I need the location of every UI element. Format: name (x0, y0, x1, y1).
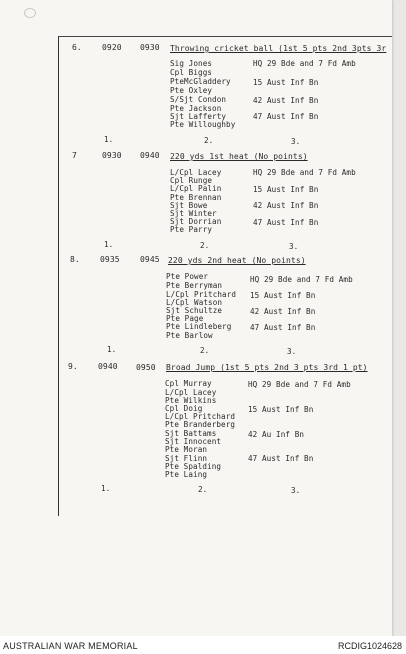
competitor-name: Cpl Murray (165, 379, 212, 388)
place-label: 2. (200, 241, 210, 250)
competitor-name: Pte Brennan (170, 193, 222, 202)
place-label: 1. (107, 345, 117, 354)
place-label: 3. (287, 347, 297, 356)
competitor-name: Pte Moran (165, 445, 208, 454)
place-label: 2. (204, 136, 214, 145)
competitor-name: Sjt Dorrian (170, 217, 222, 226)
competitor-name: Sjt Lafferty (170, 112, 227, 121)
archive-reference: RCDIG1024628 (337, 641, 402, 651)
event-title: Throwing cricket ball (1st 5 pts 2nd 3pts 3r (170, 44, 387, 53)
competitor-name: Cpl Runge (170, 176, 213, 185)
competitor-name: L/Cpl Watson (166, 298, 223, 307)
event-number: 8. (70, 255, 80, 264)
unit-name: 47 Aust Inf Bn (248, 454, 314, 463)
unit-name: 47 Aust Inf Bn (253, 112, 319, 121)
event-end-time: 0950 (136, 363, 156, 372)
archive-name: AUSTRALIAN WAR MEMORIAL (3, 641, 138, 651)
archive-footer (0, 636, 406, 654)
event-number: 7 (72, 151, 77, 160)
competitor-name: Sjt Winter (170, 209, 217, 218)
competitor-name: S/Sjt Condon (170, 95, 227, 104)
competitor-name: Pte Jackson (170, 104, 222, 113)
place-label: 3. (289, 242, 299, 251)
event-end-time: 0945 (140, 255, 160, 264)
unit-name: 15 Aust Inf Bn (250, 291, 316, 300)
unit-name: 15 Aust Inf Bn (253, 78, 319, 87)
competitor-name: L/Cpl Lacey (170, 168, 222, 177)
unit-name: HQ 29 Bde and 7 Fd Amb (250, 275, 353, 284)
unit-name: 15 Aust Inf Bn (248, 405, 314, 414)
event-number: 6. (72, 43, 82, 52)
event-start-time: 0935 (100, 255, 120, 264)
competitor-name: Pte Lindleberg (166, 322, 232, 331)
competitor-name: L/Cpl Lacey (165, 388, 217, 397)
place-label: 1. (104, 240, 114, 249)
unit-name: 42 Au Inf Bn (248, 430, 305, 439)
competitor-name: PteMcGladdery (170, 77, 231, 86)
competitor-name: Pte Parry (170, 225, 213, 234)
competitor-name: L/Cpl Pritchard (166, 290, 237, 299)
competitor-name: Pte Spalding (165, 462, 222, 471)
place-label: 3. (291, 137, 301, 146)
competitor-name: Sig Jones (170, 59, 213, 68)
top-rule (58, 36, 392, 37)
unit-name: 47 Aust Inf Bn (253, 218, 319, 227)
unit-name: HQ 29 Bde and 7 Fd Amb (248, 380, 351, 389)
competitor-name: Sjt Battams (165, 429, 217, 438)
place-label: 1. (101, 484, 111, 493)
place-label: 2. (198, 485, 208, 494)
competitor-name: Sjt Bowe (170, 201, 208, 210)
competitor-name: L/Cpl Pritchard (165, 412, 236, 421)
place-label: 1. (104, 135, 114, 144)
competitor-name: Sjt Schultze (166, 306, 223, 315)
unit-name: 42 Aust Inf Bn (250, 307, 316, 316)
event-start-time: 0930 (102, 151, 122, 160)
competitor-name: Pte Berryman (166, 281, 223, 290)
place-label: 3. (291, 486, 301, 495)
competitor-name: Cpl Doig (165, 404, 203, 413)
unit-name: 42 Aust Inf Bn (253, 96, 319, 105)
punch-hole-mark (24, 8, 36, 18)
unit-name: 42 Aust Inf Bn (253, 201, 319, 210)
unit-name: 47 Aust Inf Bn (250, 323, 316, 332)
unit-name: 15 Aust Inf Bn (253, 185, 319, 194)
event-end-time: 0930 (140, 43, 160, 52)
event-title: 220 yds 1st heat (No points) (170, 152, 308, 161)
event-number: 9. (68, 362, 78, 371)
competitor-name: Pte Laing (165, 470, 208, 479)
event-start-time: 0920 (102, 43, 122, 52)
event-title: 220 yds 2nd heat (No points) (168, 256, 306, 265)
competitor-name: Pte Wilkins (165, 396, 217, 405)
event-end-time: 0940 (140, 151, 160, 160)
place-label: 2. (200, 346, 210, 355)
unit-name: HQ 29 Bde and 7 Fd Amb (253, 168, 356, 177)
competitor-name: Pte Barlow (166, 331, 213, 340)
competitor-name: Pte Branderberg (165, 420, 236, 429)
competitor-name: Pte Willoughby (170, 120, 236, 129)
competitor-name: Cpl Biggs (170, 68, 213, 77)
competitor-name: L/Cpl Palin (170, 184, 222, 193)
competitor-name: Sjt Innocent (165, 437, 222, 446)
competitor-name: Pte Oxley (170, 86, 213, 95)
event-start-time: 0940 (98, 362, 118, 371)
competitor-name: Pte Power (166, 272, 209, 281)
margin-line (58, 36, 59, 516)
unit-name: HQ 29 Bde and 7 Fd Amb (253, 59, 356, 68)
competitor-name: Sjt Flinn (165, 454, 208, 463)
competitor-name: Pte Page (166, 314, 204, 323)
event-title: Broad Jump (1st 5 pts 2nd 3 pts 3rd 1 pt) (166, 363, 368, 372)
